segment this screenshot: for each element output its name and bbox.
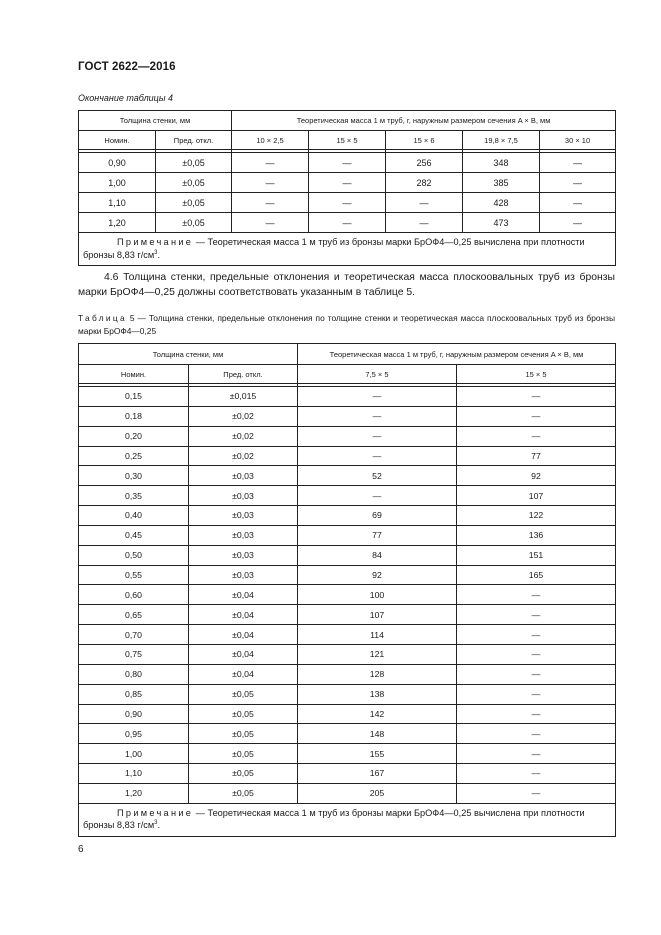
table-cell: 0,80 [79, 664, 189, 684]
note-superscript: 3 [154, 820, 158, 827]
size-header: 10 × 2,5 [232, 131, 309, 150]
note-text: — Теоретическая масса 1 м труб из бронзы марки БрОФ4—0,25 вычислена при плотности бронзы 8,83 г/см [83, 807, 585, 831]
table-cell: 0,30 [79, 466, 189, 486]
table-cell: — [298, 406, 457, 426]
table-cell: 0,65 [79, 605, 189, 625]
table-cell: — [457, 426, 616, 446]
table-cell: 0,85 [79, 684, 189, 704]
table-cell: — [457, 406, 616, 426]
size-header: 15 × 5 [457, 365, 616, 384]
size-header: 19,8 × 7,5 [463, 131, 540, 150]
table-cell: ±0,015 [189, 387, 298, 407]
table-cell: 77 [298, 525, 457, 545]
table-cell: — [457, 605, 616, 625]
table-cell: 0,95 [79, 724, 189, 744]
table-cell: — [457, 585, 616, 605]
table-row [79, 486, 616, 506]
table-cell: 142 [298, 704, 457, 724]
table-cell: 428 [463, 193, 540, 213]
table-cell: — [457, 387, 616, 407]
table-cell: 151 [457, 545, 616, 565]
table-cell: 256 [386, 153, 463, 173]
table-cell: ±0,05 [189, 744, 298, 764]
table-cell: ±0,05 [156, 193, 232, 213]
mass-header: Теоретическая масса 1 м труб, г, наружным размером сечения A × B, мм [298, 344, 616, 365]
table-cell: 0,25 [79, 446, 189, 466]
table-cell: — [232, 153, 309, 173]
table-cell: ±0,05 [189, 724, 298, 744]
table-cell: ±0,03 [189, 506, 298, 526]
table-cell: — [457, 704, 616, 724]
table-cell: 107 [457, 486, 616, 506]
table-row [79, 406, 616, 426]
table-cell: 77 [457, 446, 616, 466]
table-cell: 0,40 [79, 506, 189, 526]
table-cell: 52 [298, 466, 457, 486]
note-end: . [157, 820, 161, 831]
table-cell: 121 [298, 644, 457, 664]
table-cell: 1,00 [79, 744, 189, 764]
size-header: 15 × 6 [386, 131, 463, 150]
table-cell: — [309, 193, 386, 213]
mass-header: Теоретическая масса 1 м труб, г, наружным размером сечения A × B, мм [232, 111, 616, 131]
table-row [79, 173, 616, 193]
table-4 [78, 110, 616, 266]
table-cell: 138 [298, 684, 457, 704]
table-cell: ±0,04 [189, 605, 298, 625]
table-cell: 136 [457, 525, 616, 545]
table-cell: 348 [463, 153, 540, 173]
note-end: . [157, 249, 161, 260]
table-row [79, 724, 616, 744]
table-cell: ±0,05 [156, 173, 232, 193]
table-cell: 0,90 [79, 704, 189, 724]
table-cell: 205 [298, 783, 457, 803]
table-cell: 107 [298, 605, 457, 625]
table-cell: — [386, 213, 463, 233]
table-cell: ±0,04 [189, 664, 298, 684]
table-cell: ±0,04 [189, 585, 298, 605]
table-cell: — [232, 173, 309, 193]
note-label: Примечание [117, 237, 194, 247]
table4-caption: Окончание таблицы 4 [78, 93, 173, 103]
table-cell: — [457, 664, 616, 684]
table-cell: 92 [457, 466, 616, 486]
table-row [79, 153, 616, 173]
table-cell: ±0,03 [189, 486, 298, 506]
table-row [79, 664, 616, 684]
document-header: ГОСТ 2622—2016 [78, 61, 176, 73]
table-row [79, 744, 616, 764]
table-cell: 0,20 [79, 426, 189, 446]
table-row [79, 213, 616, 233]
table-cell: 0,15 [79, 387, 189, 407]
table-cell: — [232, 213, 309, 233]
note-label: Примечание [117, 807, 194, 818]
table-cell: — [232, 193, 309, 213]
table-cell: 148 [298, 724, 457, 744]
table-cell: 1,00 [79, 173, 156, 193]
table-cell: ±0,03 [189, 545, 298, 565]
table-cell: — [540, 213, 616, 233]
table-cell: ±0,03 [189, 466, 298, 486]
table5-caption-text: 5 — Толщина стенки, предельные отклонения по толщине стенки и теоретическая масса плоскоовальных труб из бронзы марки БрОФ4—0,25 [78, 313, 615, 336]
table-row [79, 764, 616, 784]
table-cell: 473 [463, 213, 540, 233]
table-cell: ±0,05 [189, 684, 298, 704]
table-cell: — [540, 173, 616, 193]
table-cell: ±0,02 [189, 446, 298, 466]
table-row [79, 565, 616, 585]
table-cell: 1,10 [79, 193, 156, 213]
table-cell: ±0,02 [189, 406, 298, 426]
table-cell: 84 [298, 545, 457, 565]
deviation-header: Пред. откл. [189, 365, 298, 384]
table-cell: — [298, 426, 457, 446]
table-row [79, 605, 616, 625]
table-cell: ±0,05 [189, 764, 298, 784]
table-row [79, 644, 616, 664]
size-header: 30 × 10 [540, 131, 616, 150]
table-row [79, 193, 616, 213]
table-5 [78, 343, 616, 837]
table-cell: 0,55 [79, 565, 189, 585]
table-row [79, 446, 616, 466]
table5-note [79, 803, 616, 836]
table-row [79, 684, 616, 704]
table-cell: 0,60 [79, 585, 189, 605]
table-cell: — [457, 625, 616, 645]
deviation-header: Пред. откл. [156, 131, 232, 150]
table-cell: 155 [298, 744, 457, 764]
table-row [79, 585, 616, 605]
table-cell: 0,45 [79, 525, 189, 545]
table-row [79, 704, 616, 724]
table-cell: — [457, 764, 616, 784]
table-row [79, 426, 616, 446]
table5-caption-label: Таблица [78, 313, 127, 323]
table-cell: 1,20 [79, 213, 156, 233]
table-cell: 282 [386, 173, 463, 193]
thickness-header: Толщина стенки, мм [79, 344, 298, 365]
table-cell: ±0,05 [156, 153, 232, 173]
table-cell: ±0,02 [189, 426, 298, 446]
size-header: 15 × 5 [309, 131, 386, 150]
table-cell: — [457, 724, 616, 744]
table-cell: ±0,04 [189, 644, 298, 664]
table-cell: 0,18 [79, 406, 189, 426]
table-cell: 0,75 [79, 644, 189, 664]
note-superscript: 3 [154, 249, 158, 256]
table-cell: ±0,04 [189, 625, 298, 645]
size-header: 7,5 × 5 [298, 365, 457, 384]
table-cell: ±0,05 [189, 704, 298, 724]
table-cell: — [540, 193, 616, 213]
table-row [79, 783, 616, 803]
table4-note [79, 233, 616, 266]
table-cell: — [540, 153, 616, 173]
table-cell: 0,50 [79, 545, 189, 565]
table-cell: — [309, 213, 386, 233]
table-cell: ±0,05 [156, 213, 232, 233]
thickness-header: Толщина стенки, мм [79, 111, 232, 131]
nominal-header: Номин. [79, 365, 189, 384]
table-cell: 165 [457, 565, 616, 585]
table-cell: 128 [298, 664, 457, 684]
table-cell: ±0,03 [189, 525, 298, 545]
table-row [79, 525, 616, 545]
table5-caption [78, 312, 615, 338]
table-cell: 69 [298, 506, 457, 526]
table-row [79, 506, 616, 526]
table-cell: 122 [457, 506, 616, 526]
table-cell: — [386, 193, 463, 213]
table-cell: 114 [298, 625, 457, 645]
page-number: 6 [78, 844, 84, 855]
table-row [79, 545, 616, 565]
note-text: — Теоретическая масса 1 м труб из бронзы марки БрОФ4—0,25 вычислена при плотности бронзы 8,83 г/см [83, 237, 585, 260]
table-cell: 0,35 [79, 486, 189, 506]
section-4-6-paragraph: 4.6 Толщина стенки, предельные отклонения и теоретическая масса плоскоовальных труб из бронзы марки БрОФ4—0,25 должны соответствовать указанным в таблице 5. [78, 272, 615, 298]
table-cell: — [457, 783, 616, 803]
table-cell: — [298, 446, 457, 466]
table-row [79, 387, 616, 407]
table-cell: 1,10 [79, 764, 189, 784]
table-row [79, 466, 616, 486]
table-cell: — [457, 684, 616, 704]
table-cell: ±0,03 [189, 565, 298, 585]
table-cell: — [298, 387, 457, 407]
table-cell: — [309, 153, 386, 173]
table-cell: ±0,05 [189, 783, 298, 803]
table-cell: — [457, 744, 616, 764]
table-row [79, 625, 616, 645]
table-cell: — [457, 644, 616, 664]
table-cell: 0,90 [79, 153, 156, 173]
nominal-header: Номин. [79, 131, 156, 150]
table-cell: 167 [298, 764, 457, 784]
table-cell: — [298, 486, 457, 506]
table-cell: 92 [298, 565, 457, 585]
table-cell: — [309, 173, 386, 193]
table-cell: 1,20 [79, 783, 189, 803]
table-cell: 100 [298, 585, 457, 605]
table-cell: 385 [463, 173, 540, 193]
table-cell: 0,70 [79, 625, 189, 645]
